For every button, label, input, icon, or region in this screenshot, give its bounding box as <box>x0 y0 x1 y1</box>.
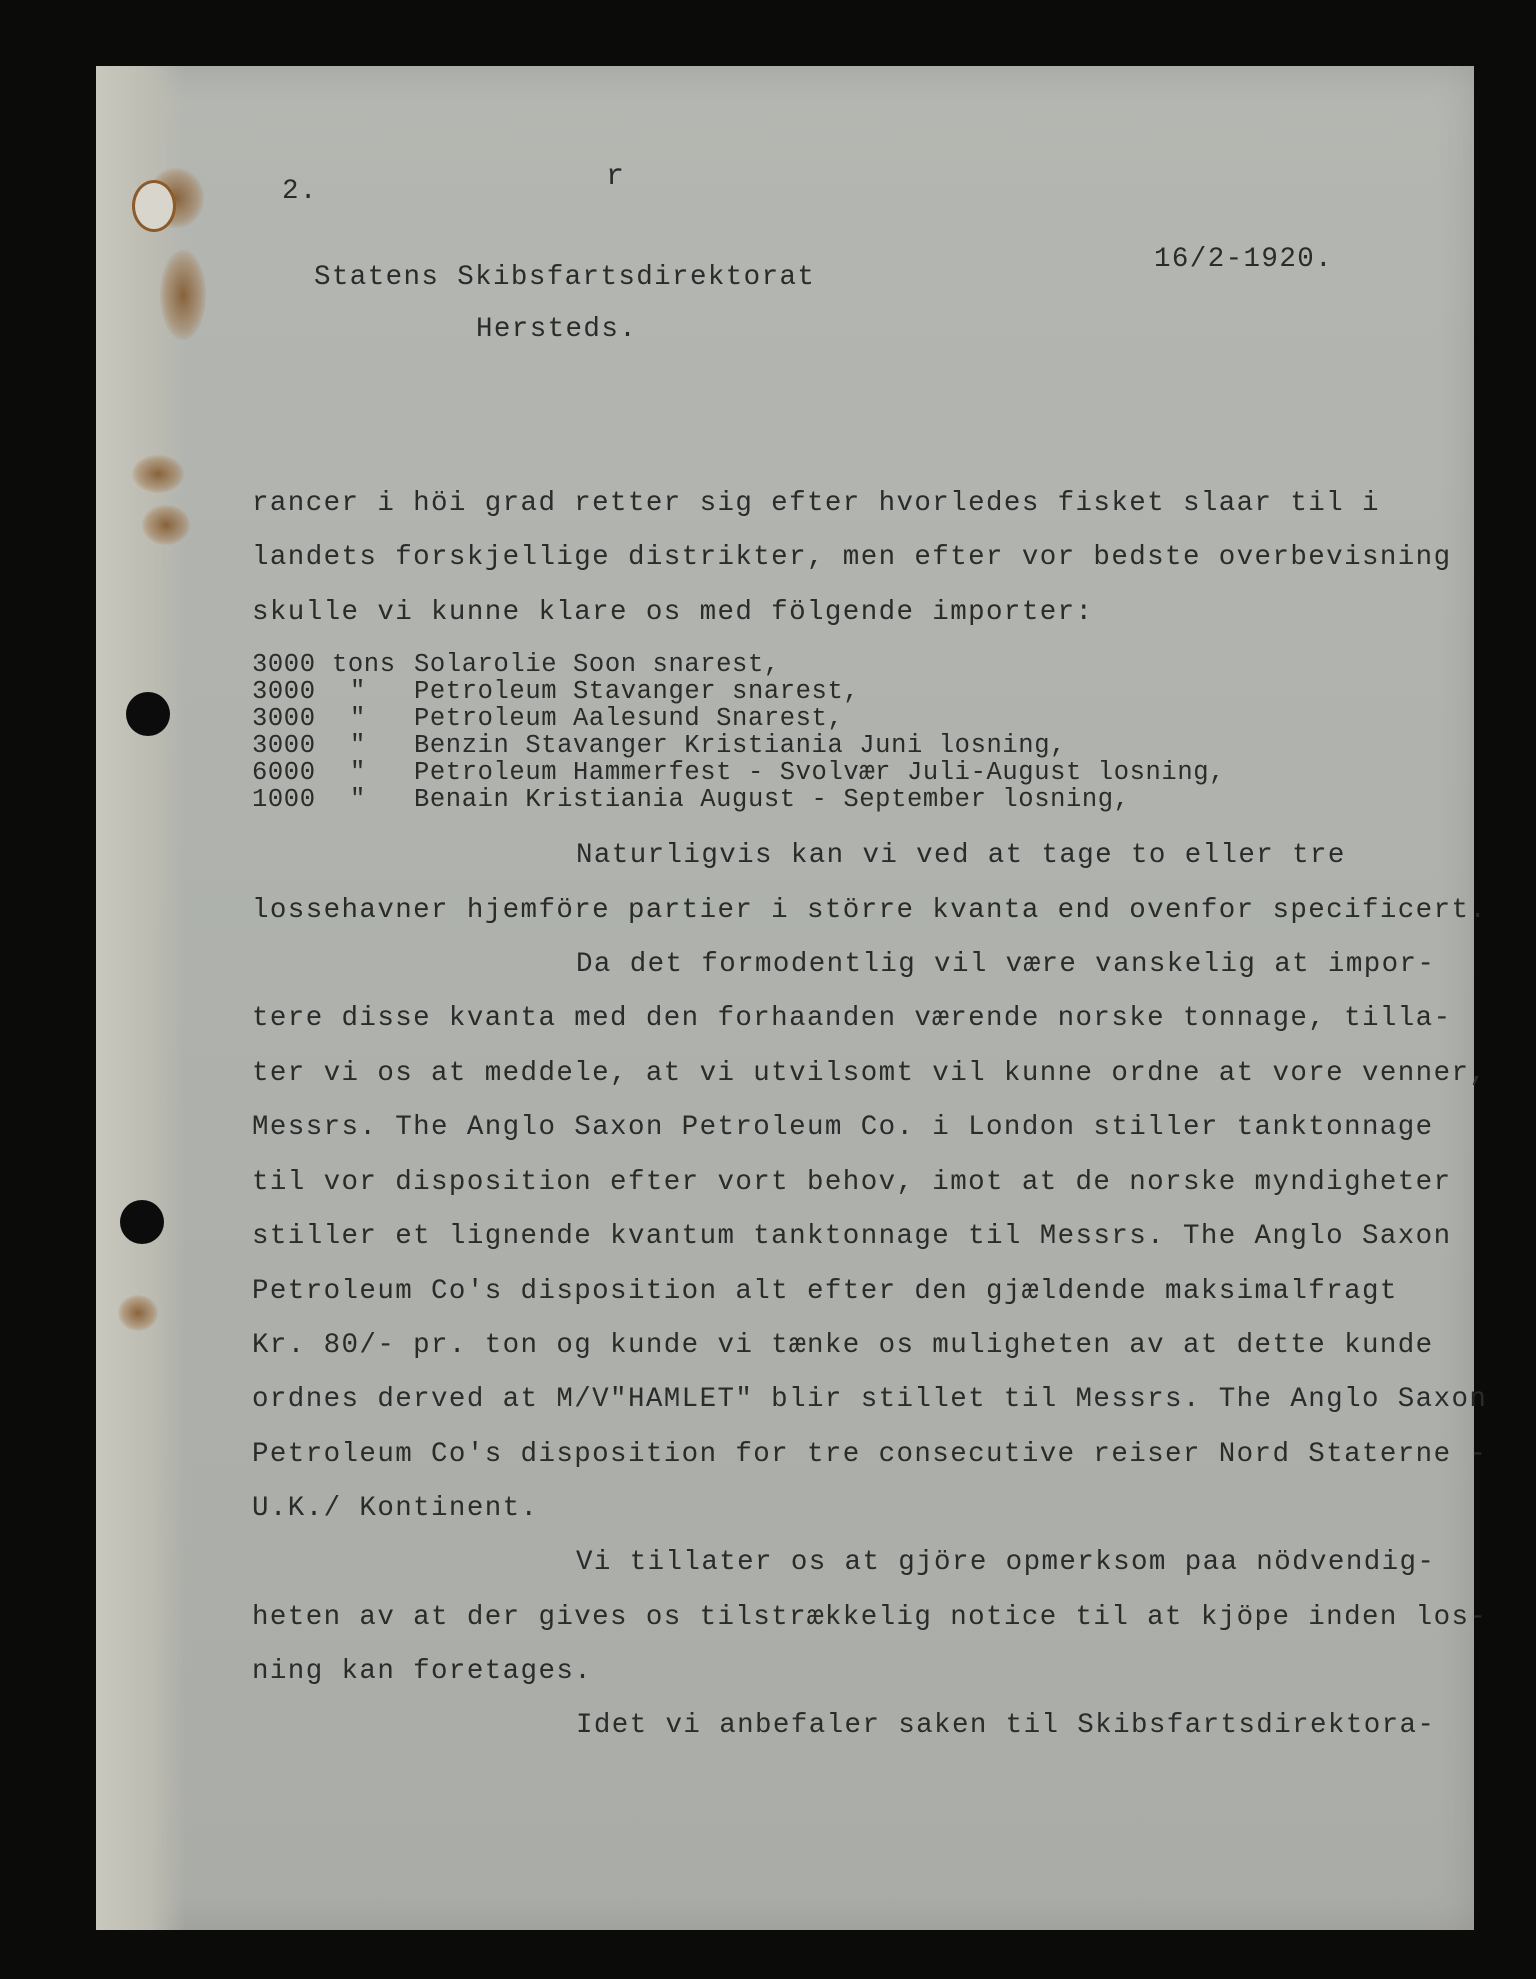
body-line: ordnes derved at M/V"HAMLET" blir stillet til Messrs. The Anglo Saxon <box>252 1384 1488 1415</box>
corner-mark: r <box>606 160 625 194</box>
body-line: stiller et lignende kvantum tanktonnage til Messrs. The Anglo Saxon <box>252 1221 1452 1252</box>
import-qty: 3000 <box>252 677 316 706</box>
body-line: Da det formodentlig vil være vanskelig at impor- <box>576 949 1436 980</box>
body-line: tere disse kvanta med den forhaanden værende norske tonnage, tilla- <box>252 1003 1452 1034</box>
document-page <box>96 66 1474 1930</box>
torn-punch-hole <box>132 180 176 232</box>
import-unit: " <box>350 731 366 760</box>
import-unit: " <box>350 704 366 733</box>
body-line: ning kan foretages. <box>252 1656 593 1687</box>
body-line: rancer i höi grad retter sig efter hvorledes fisket slaar til i <box>252 488 1380 519</box>
import-qty: 6000 <box>252 758 316 787</box>
import-desc: Petroleum Aalesund Snarest, <box>414 704 844 733</box>
rust-stain <box>142 505 190 545</box>
import-unit: " <box>350 677 366 706</box>
recipient-line-1: Statens Skibsfartsdirektorat <box>314 262 816 293</box>
page-number: 2. <box>282 176 318 207</box>
import-desc: Solarolie Soon snarest, <box>414 650 780 679</box>
body-line: ter vi os at meddele, at vi utvilsomt vil kunne ordne at vore venner, <box>252 1058 1488 1089</box>
body-line: til vor disposition efter vort behov, imot at de norske myndigheter <box>252 1167 1452 1198</box>
import-desc: Petroleum Stavanger snarest, <box>414 677 860 706</box>
body-line: Petroleum Co's disposition alt efter den gjældende maksimalfragt <box>252 1276 1398 1307</box>
paper-left-edge <box>96 66 186 1930</box>
punch-hole <box>126 692 170 736</box>
body-line: Kr. 80/- pr. ton og kunde vi tænke os muligheten av at dette kunde <box>252 1330 1434 1361</box>
body-line: Petroleum Co's disposition for tre consecutive reiser Nord Staterne - <box>252 1439 1488 1470</box>
body-line: landets forskjellige distrikter, men efter vor bedste overbevisning <box>252 542 1452 573</box>
import-desc: Benain Kristiania August - September losning, <box>414 785 1130 814</box>
import-qty: 3000 <box>252 731 316 760</box>
body-line: Vi tillater os at gjöre opmerksom paa nödvendig- <box>576 1547 1436 1578</box>
import-qty: 3000 <box>252 650 316 679</box>
rust-stain <box>160 250 206 340</box>
body-line: Messrs. The Anglo Saxon Petroleum Co. i London stiller tanktonnage <box>252 1112 1434 1143</box>
body-line: lossehavner hjemföre partier i större kvanta end ovenfor specificert. <box>252 895 1488 926</box>
import-unit: " <box>350 758 366 787</box>
import-desc: Petroleum Hammerfest - Svolvær Juli-August losning, <box>414 758 1226 787</box>
import-desc: Benzin Stavanger Kristiania Juni losning, <box>414 731 1067 760</box>
letter-date: 16/2-1920. <box>1154 244 1334 275</box>
import-qty: 3000 <box>252 704 316 733</box>
body-line: Naturligvis kan vi ved at tage to eller tre <box>576 840 1346 871</box>
rust-stain <box>132 455 184 493</box>
rust-stain <box>118 1295 158 1331</box>
body-line: skulle vi kunne klare os med fölgende importer: <box>252 597 1094 628</box>
body-line: heten av at der gives os tilstrækkelig notice til at kjöpe inden los- <box>252 1602 1488 1633</box>
import-unit: tons <box>332 650 396 679</box>
punch-hole <box>120 1200 164 1244</box>
import-unit: " <box>350 785 366 814</box>
body-line: Idet vi anbefaler saken til Skibsfartsdirektora- <box>576 1710 1436 1741</box>
import-qty: 1000 <box>252 785 316 814</box>
recipient-line-2: Hersteds. <box>476 314 638 345</box>
body-line: U.K./ Kontinent. <box>252 1493 539 1524</box>
